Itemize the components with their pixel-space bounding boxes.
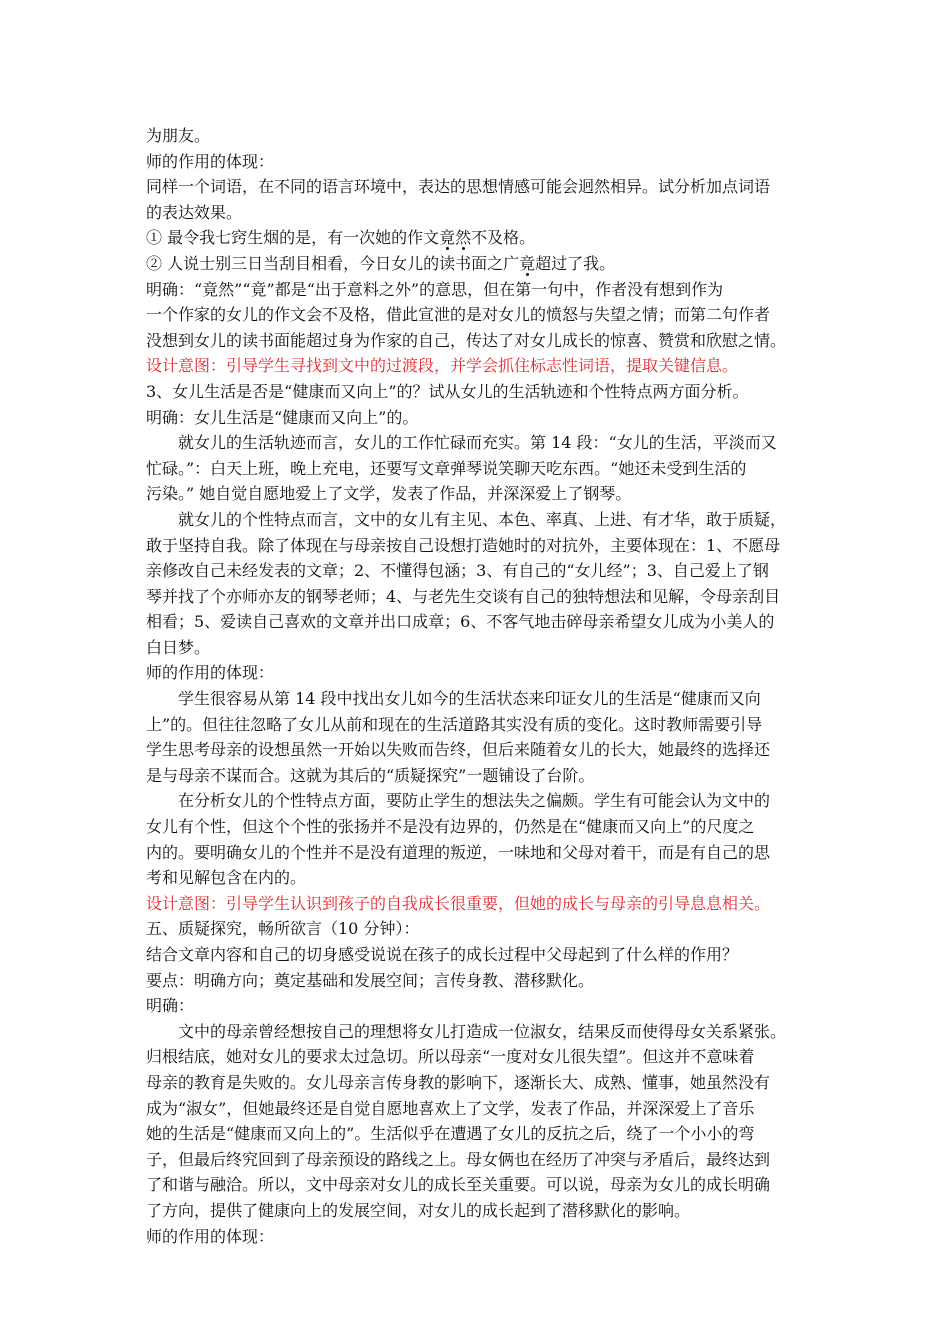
paragraph-line: 没想到女儿的读书面能超过身为作家的自己，传达了对女儿成长的惊喜、赞赏和欣慰之情。 bbox=[146, 330, 787, 350]
example-text: ② 人说士别三日当刮目相看，今日女儿的读书面之广 bbox=[146, 253, 520, 273]
paragraph-line: 忙碌。”：白天上班，晚上充电，还要写文章弹琴说笑聊天吃东西。“她还未受到生活的 bbox=[146, 458, 747, 478]
paragraph-line: 女儿有个性，但这个个性的张扬并不是没有边界的，仍然是在“健康而又向上”的尺度之 bbox=[146, 817, 755, 837]
example-text: 不及格。 bbox=[471, 228, 536, 248]
example-text: ① 最令我七窍生烟的是，有一次她的作文 bbox=[146, 228, 440, 248]
example-sentence-2 bbox=[146, 251, 814, 277]
paragraph-line: 文中的母亲曾经想按自己的理想将女儿打造成一位淑女，结果反而使得母女关系紧张。 bbox=[178, 1021, 787, 1041]
paragraph-line: 明确： bbox=[146, 996, 195, 1016]
section-heading: 师的作用的体现： bbox=[146, 151, 275, 171]
emphasized-word: 竟 bbox=[519, 253, 536, 273]
paragraph-line: 明确：女儿生活是“健康而又向上”的。 bbox=[146, 407, 419, 427]
paragraph-line: 白日梦。 bbox=[146, 637, 211, 657]
paragraph-line: 明确：“竟然”“竟”都是“出于意料之外”的意思，但在第一句中，作者没有想到作为 bbox=[146, 279, 724, 299]
emphasized-word bbox=[439, 228, 471, 247]
paragraph-line: 就女儿的生活轨迹而言，女儿的工作忙碌而充实。第 14 段：“女儿的生活，平淡而又 bbox=[178, 433, 777, 453]
paragraph-line: 污染。” 她自觉自愿地爱上了文学，发表了作品，并深深爱上了钢琴。 bbox=[146, 484, 632, 504]
paragraph-line: 琴并找了个亦师亦友的钢琴老师；4、与老先生交谈有自己的独特想法和见解，令母亲刮目 bbox=[146, 586, 781, 606]
section-heading: 五、质疑探究，畅所欲言（10 分钟）： bbox=[146, 919, 420, 939]
design-intent-note: 设计意图：引导学生寻找到文中的过渡段，并学会抓住标志性词语，提取关键信息。 bbox=[146, 356, 739, 376]
paragraph-line: 一个作家的女儿的作文会不及格，借此宣泄的是对女儿的愤怒与失望之情；而第二句作者 bbox=[146, 305, 771, 325]
section-heading: 师的作用的体现： bbox=[146, 663, 275, 683]
paragraph-line: 相看；5、爱读自己喜欢的文章并出口成章；6、不客气地击碎母亲希望女儿成为小美人的 bbox=[146, 612, 775, 632]
paragraph-line: 母亲的教育是失败的。女儿母亲言传身教的影响下，逐渐长大、成熟、懂事，她虽然没有 bbox=[146, 1072, 771, 1092]
paragraph-line: 学生思考母亲的设想虽然一开始以失败而告终，但后来随着女儿的长大，她最终的选择还 bbox=[146, 740, 771, 760]
paragraph-line: 了和谐与融洽。所以，文中母亲对女儿的成长至关重要。可以说，母亲为女儿的成长明确 bbox=[146, 1175, 771, 1195]
document-body bbox=[146, 123, 814, 1249]
paragraph-line: 敢于坚持自我。除了体现在与母亲按自己设想打造她时的对抗外，主要体现在：1、不愿母 bbox=[146, 535, 781, 555]
dotted-char: 竟 bbox=[439, 228, 456, 248]
paragraph-line: 内的。要明确女儿的个性并不是没有道理的叛逆，一味地和父母对着干，而是有自己的思 bbox=[146, 842, 771, 862]
paragraph-line: 考和见解包含在内的。 bbox=[146, 868, 307, 888]
paragraph-line: 要点：明确方向；奠定基础和发展空间；言传身教、潜移默化。 bbox=[146, 970, 595, 990]
paragraph-line: 亲修改自己未经发表的文章；2、不懂得包涵；3、有自己的“女儿经”；3、自己爱上了钢 bbox=[146, 561, 769, 581]
design-intent-note: 设计意图：引导学生认识到孩子的自我成长很重要，但她的成长与母亲的引导息息相关。 bbox=[146, 893, 771, 913]
dotted-char: 然 bbox=[455, 228, 472, 248]
section-heading: 师的作用的体现： bbox=[146, 1226, 275, 1246]
paragraph-line: 子，但最后终究回到了母亲预设的路线之上。母女俩也在经历了冲突与矛盾后，最终达到 bbox=[146, 1149, 771, 1169]
paragraph-line: 为朋友。 bbox=[146, 126, 211, 145]
paragraph-line: 是与母亲不谋而合。这就为其后的“质疑探究”一题铺设了台阶。 bbox=[146, 765, 595, 785]
paragraph-line: 成为“淑女”，但她最终还是自觉自愿地喜欢上了文学，发表了作品，并深深爱上了音乐 bbox=[146, 1098, 755, 1118]
paragraph-line: 了方向，提供了健康向上的发展空间，对女儿的成长起到了潜移默化的影响。 bbox=[146, 1200, 691, 1220]
paragraph-line: 学生很容易从第 14 段中找出女儿如今的生活状态来印证女儿的生活是“健康而又向 bbox=[178, 689, 761, 709]
paragraph-line: 她的生活是“健康而又向上的”。生活似乎在遭遇了女儿的反抗之后，绕了一个小小的弯 bbox=[146, 1124, 755, 1144]
paragraph-line: 结合文章内容和自己的切身感受说说在孩子的成长过程中父母起到了什么样的作用？ bbox=[146, 945, 739, 964]
paragraph-line: 同样一个词语，在不同的语言环境中，表达的思想情感可能会迥然相异。试分析加点词语 bbox=[146, 177, 771, 197]
question-heading: 3、女儿生活是否是“健康而又向上”的？试从女儿的生活轨迹和个性特点两方面分析。 bbox=[146, 381, 749, 401]
paragraph-line: 就女儿的个性特点而言，文中的女儿有主见、本色、率真、上进、有才华，敢于质疑， bbox=[178, 509, 787, 529]
example-text: 超过了我。 bbox=[535, 253, 616, 273]
paragraph-line: 的表达效果。 bbox=[146, 202, 243, 222]
example-sentence-1 bbox=[146, 225, 814, 251]
paragraph-line: 在分析女儿的个性特点方面，要防止学生的想法失之偏颇。学生有可能会认为文中的 bbox=[178, 791, 771, 811]
paragraph-line: 归根结底，她对女儿的要求太过急切。所以母亲“一度对女儿很失望”。但这并不意味着 bbox=[146, 1047, 755, 1067]
paragraph-line: 上”的。但往往忽略了女儿从前和现在的生活道路其实没有质的变化。这时教师需要引导 bbox=[146, 714, 763, 734]
